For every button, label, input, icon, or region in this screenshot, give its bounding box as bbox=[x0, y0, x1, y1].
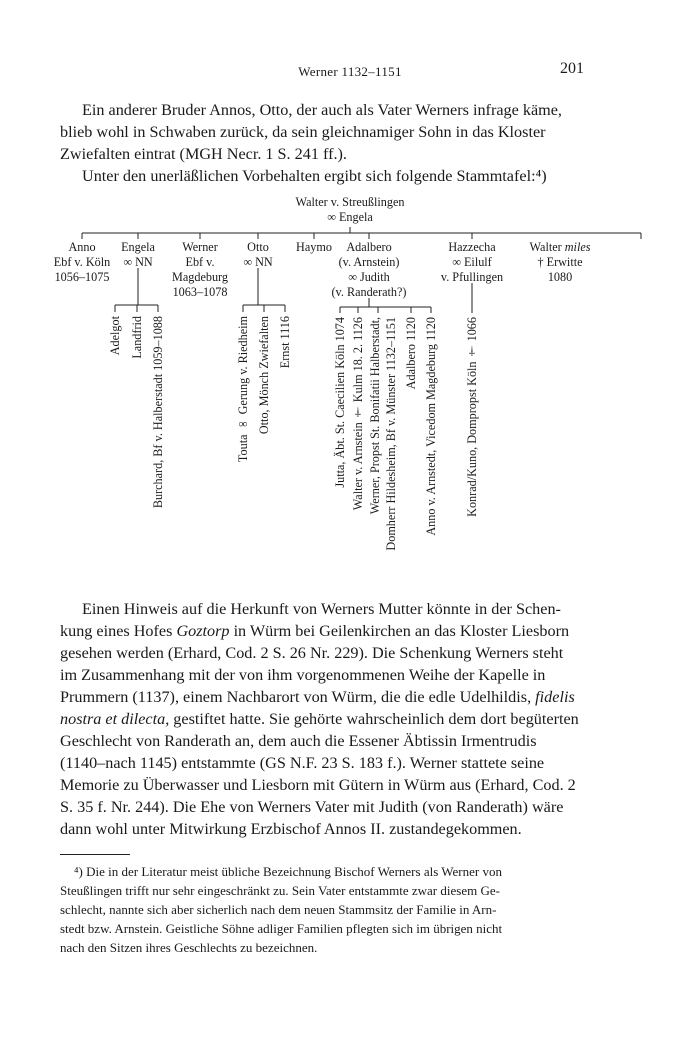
child-line: † Erwitte bbox=[537, 255, 583, 269]
child-hazzecha bbox=[430, 240, 514, 285]
page-number: 201 bbox=[560, 60, 584, 77]
child-line: Hazzecha bbox=[448, 240, 496, 254]
text-run: kung eines Hofes bbox=[60, 622, 177, 640]
running-title: Werner 1132–1151 bbox=[298, 64, 402, 79]
grandchild-werner: Werner, Propst St. Bonifatii Halberstadt, bbox=[368, 317, 382, 515]
grandchild-walter-arnstein: Walter v. Arnstein † Kulm 18. 2. 1126 bbox=[351, 317, 365, 511]
text-line: nach den Sitzen ihres Geschlechts zu bezeichnen. bbox=[60, 940, 318, 955]
text-line: Einen Hinweis auf die Herkunft von Werners Mutter könnte in der Schen- bbox=[82, 600, 561, 618]
grandchild-konrad-kuno: Konrad/Kuno, Dompropst Köln † 1066 bbox=[465, 317, 479, 517]
text-line: Geschlecht von Randerath an, dem auch die Essener Äbtissin Irmentrudis bbox=[60, 732, 537, 750]
child-line: Werner bbox=[182, 240, 218, 254]
child-werner bbox=[166, 240, 234, 300]
text-line: Unter den unerläßlichen Vorbehalten ergibt sich folgende Stammtafel:⁴) bbox=[82, 167, 547, 185]
child-line: ∞ Judith bbox=[348, 270, 390, 284]
text-line bbox=[60, 708, 645, 730]
grandchild-ernst: Ernst 1116 bbox=[278, 316, 292, 369]
child-line: Adalbero bbox=[346, 240, 392, 254]
grandchild-touta: Touta ∞ Gerung v. Riedheim bbox=[236, 316, 250, 463]
child-line: Otto bbox=[247, 240, 269, 254]
child-line: ∞ Eilulf bbox=[452, 255, 492, 269]
text-line: (1140–nach 1145) entstammte (GS N.F. 23 S. 183 f.). Werner stattete seine bbox=[60, 754, 545, 772]
italic-term: fidelis bbox=[535, 688, 575, 706]
grandchild-adalbero: Adalbero 1120 bbox=[404, 317, 418, 390]
child-name: Walter bbox=[529, 240, 565, 254]
text-line: S. 35 f. Nr. 244). Die Ehe von Werners Vater mit Judith (von Randerath) wäre bbox=[60, 798, 564, 816]
italic-term: Goztorp bbox=[176, 622, 230, 640]
root-name: Walter v. Streußlingen bbox=[295, 195, 405, 209]
child-line: 1056–1075 bbox=[54, 270, 110, 284]
footnote bbox=[60, 862, 645, 957]
text-line: stedt bzw. Arnstein. Geistliche Söhne adliger Familien pflegten sich im übrigen nicht bbox=[60, 921, 503, 936]
child-line: Engela bbox=[121, 240, 155, 254]
child-line: Anno bbox=[68, 240, 96, 254]
child-line: 1063–1078 bbox=[172, 285, 228, 299]
child-line: ∞ NN bbox=[123, 255, 153, 269]
text-line: Ein anderer Bruder Annos, Otto, der auch als Vater Werners infrage käme, bbox=[82, 101, 562, 119]
footnote-rule bbox=[60, 854, 130, 855]
text-line: Memorie zu Überwasser und Liesborn mit Gütern in Würm aus (Erhard, Cod. 2 bbox=[60, 776, 576, 794]
text-line bbox=[60, 620, 645, 642]
child-engela bbox=[113, 240, 163, 270]
italic-term: nostra et dilecta bbox=[60, 710, 166, 728]
footnote-marker: ⁴) bbox=[74, 864, 83, 879]
grandchild-jutta: Jutta, Äbt. St. Caecilien Köln 1074 bbox=[333, 317, 347, 488]
child-epithet: miles bbox=[564, 240, 591, 254]
text-line bbox=[60, 686, 645, 708]
child-line: Ebf v. Köln bbox=[53, 255, 111, 269]
child-line: ∞ NN bbox=[243, 255, 273, 269]
text-run: in Würm bei Geilenkirchen an das Kloster Liesborn bbox=[229, 622, 570, 640]
child-line: Magdeburg bbox=[172, 270, 228, 284]
text-line: Die in der Literatur meist übliche Bezeichnung Bischof Werners als Werner von bbox=[86, 864, 502, 879]
child-line: Ebf v. bbox=[185, 255, 215, 269]
grandchild-anno-arnstedt: Anno v. Arnstedt, Vicedom Magdeburg 1120 bbox=[424, 317, 438, 536]
child-line bbox=[515, 240, 605, 255]
grandchild-otto-monk: Otto, Mönch Zwiefalten bbox=[257, 316, 271, 435]
child-otto bbox=[233, 240, 283, 270]
child-line: (v. Arnstein) bbox=[338, 255, 400, 269]
text-line: im Zusammenhang mit der von ihm vorgenommenen Weihe der Kapelle in bbox=[60, 666, 546, 684]
child-line: Haymo bbox=[296, 240, 332, 254]
grandchild-werner-cont: Domherr Hildesheim, Bf v. Münster 1132–1151 bbox=[384, 317, 398, 551]
text-line: blieb wohl in Schwaben zurück, da sein gleichnamiger Sohn in das Kloster bbox=[60, 123, 546, 141]
grandchild-adelgot: Adelgot bbox=[108, 316, 122, 356]
grandchild-burchard: Burchard, Bf v. Halberstadt 1059–1088 bbox=[151, 316, 165, 509]
child-line: (v. Randerath?) bbox=[331, 285, 407, 299]
child-line: 1080 bbox=[547, 270, 573, 284]
child-anno bbox=[47, 240, 117, 285]
text-line: gesehen werden (Erhard, Cod. 2 S. 26 Nr. 229). Die Schenkung Werners steht bbox=[60, 644, 564, 662]
text-line: dann wohl unter Mitwirkung Erzbischof Annos II. zustandegekommen. bbox=[60, 820, 522, 838]
body-paragraph bbox=[60, 598, 645, 840]
text-run: , gestiftet hatte. Sie gehörte wahrscheinlich dem dort begüterten bbox=[165, 710, 579, 728]
child-adalbero bbox=[322, 240, 416, 300]
child-line: v. Pfullingen bbox=[440, 270, 504, 284]
grandchild-landfrid: Landfrid bbox=[130, 316, 144, 359]
text-run: Prummern (1137), einem Nachbarort von Würm, die die edle Udelhildis, bbox=[60, 688, 536, 706]
root-marriage: ∞ Engela bbox=[327, 210, 373, 224]
text-line: Steußlingen trifft nur sehr eingeschränkt zu. Sein Vater entstammte zwar diesem Ge- bbox=[60, 883, 500, 898]
text-line: schlecht, nannte sich aber sicherlich nach dem neuen Stammsitz der Familie in Arn- bbox=[60, 902, 497, 917]
child-walter-miles bbox=[515, 240, 605, 285]
text-line: Zwiefalten eintrat (MGH Necr. 1 S. 241 ff.). bbox=[60, 145, 347, 163]
